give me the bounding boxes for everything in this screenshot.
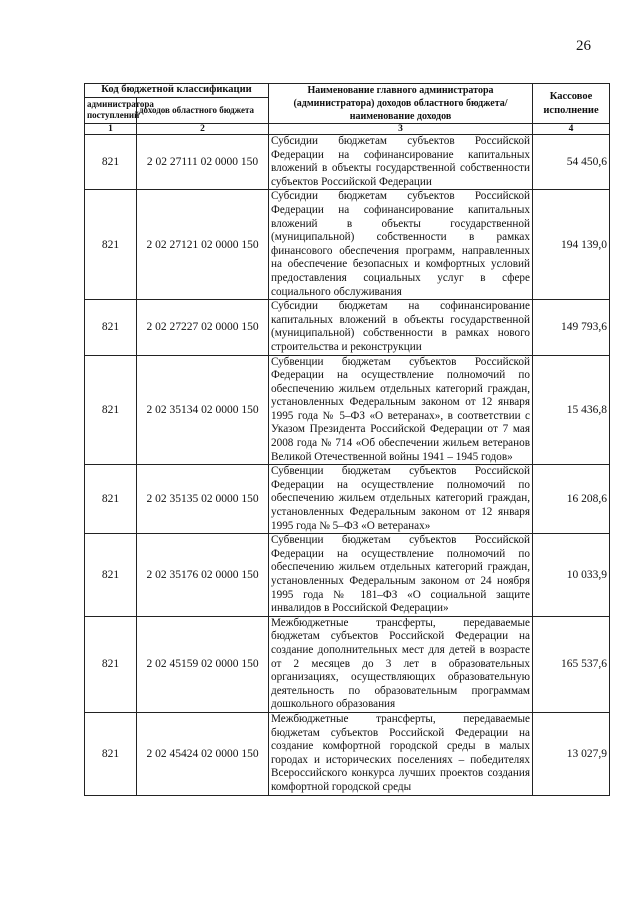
income-name: Субвенции бюджетам субъектов Российской Федерации на осуществление полномочий по обеспечению жильем отдельных категорий граждан, установленных Федеральным законом от 12 января 1995 года № 5–ФЗ «О ветеранах», в соответствии с Указом Президента Российской Федерации от 7 мая 2008 года № 714 «Об обеспечении жильем ветеранов Великой Отечественной войны 1941 – 1945 годов» — [269, 355, 533, 465]
admin-code: 821 — [85, 534, 137, 617]
column-number-3: 3 — [269, 124, 533, 135]
cash-amount: 16 208,6 — [533, 465, 610, 534]
income-code: 2 02 27227 02 0000 150 — [137, 300, 269, 355]
admin-code: 821 — [85, 300, 137, 355]
table-row — [85, 355, 610, 465]
income-name: Субсидии бюджетам субъектов Российской Федерации на софинансирование капитальных вложений в объекты государственной (муниципальной) собственности в рамках финансового обеспечения программ, направленных на обеспечение безопасных и комфортных условий предоставления социальных услуг в сфере социального обслуживания — [269, 190, 533, 300]
admin-code: 821 — [85, 190, 137, 300]
cash-amount: 13 027,9 — [533, 712, 610, 795]
header-admin: администратора поступлений — [85, 97, 137, 123]
header-income: доходов областного бюджета — [137, 97, 269, 123]
income-code: 2 02 45424 02 0000 150 — [137, 712, 269, 795]
admin-code: 821 — [85, 616, 137, 712]
income-code: 2 02 35134 02 0000 150 — [137, 355, 269, 465]
admin-code: 821 — [85, 712, 137, 795]
header-name: Наименование главного администратора (администратора) доходов областного бюджета/ наименование доходов — [269, 84, 533, 124]
budget-table — [84, 83, 610, 796]
income-code: 2 02 27111 02 0000 150 — [137, 135, 269, 190]
admin-code: 821 — [85, 355, 137, 465]
table-row — [85, 534, 610, 617]
income-name: Субвенции бюджетам субъектов Российской Федерации на осуществление полномочий по обеспечению жильем отдельных категорий граждан, установленных Федеральным законом от 12 января 1995 года № 5–ФЗ «О ветеранах» — [269, 465, 533, 534]
column-number-4: 4 — [533, 124, 610, 135]
cash-amount: 10 033,9 — [533, 534, 610, 617]
income-code: 2 02 45159 02 0000 150 — [137, 616, 269, 712]
cash-amount: 54 450,6 — [533, 135, 610, 190]
income-code: 2 02 35176 02 0000 150 — [137, 534, 269, 617]
income-name: Субсидии бюджетам субъектов Российской Федерации на софинансирование капитальных вложений в объекты государственной собственности субъектов Российской Федерации — [269, 135, 533, 190]
income-name: Субвенции бюджетам субъектов Российской Федерации на осуществление полномочий по обеспечению жильем отдельных категорий граждан, установленных Федеральным законом от 24 ноября 1995 года № 181–ФЗ «О социальной защите инвалидов в Российской Федерации» — [269, 534, 533, 617]
table-row — [85, 465, 610, 534]
table-row — [85, 300, 610, 355]
income-code: 2 02 35135 02 0000 150 — [137, 465, 269, 534]
admin-code: 821 — [85, 135, 137, 190]
table-row — [85, 712, 610, 795]
cash-amount: 194 139,0 — [533, 190, 610, 300]
header-code-group: Код бюджетной классификации — [85, 84, 269, 98]
column-number-2: 2 — [137, 124, 269, 135]
page-number: 26 — [576, 38, 591, 54]
column-number-1: 1 — [85, 124, 137, 135]
income-name: Межбюджетные трансферты, передаваемые бюджетам субъектов Российской Федерации на создание комфортной городской среды в малых городах и исторических поселениях – победителях Всероссийского конкурса лучших проектов создания комфортной городской среды — [269, 712, 533, 795]
admin-code: 821 — [85, 465, 137, 534]
income-name: Субсидии бюджетам на софинансирование капитальных вложений в объекты государственной (муниципальной) собственности в рамках нового строительства и реконструкции — [269, 300, 533, 355]
cash-amount: 165 537,6 — [533, 616, 610, 712]
cash-amount: 149 793,6 — [533, 300, 610, 355]
table-row — [85, 190, 610, 300]
header-cash-execution: Кассовое исполнение — [533, 84, 610, 124]
income-name: Межбюджетные трансферты, передаваемые бюджетам субъектов Российской Федерации на создание дополнительных мест для детей в возрасте от 2 месяцев до 3 лет в образовательных организациях, осуществляющих образовательную деятельность по образовательным программам дошкольного образования — [269, 616, 533, 712]
cash-amount: 15 436,8 — [533, 355, 610, 465]
table-row — [85, 135, 610, 190]
table-row — [85, 616, 610, 712]
income-code: 2 02 27121 02 0000 150 — [137, 190, 269, 300]
